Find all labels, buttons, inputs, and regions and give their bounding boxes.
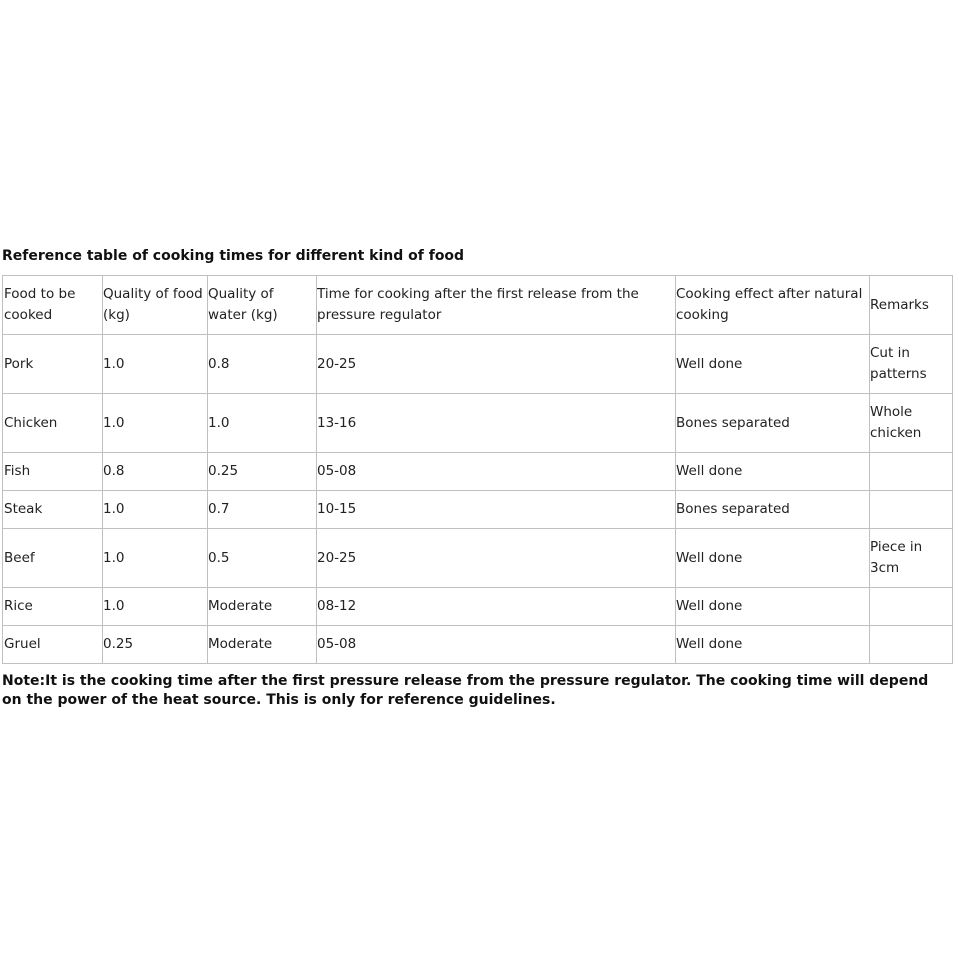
remarks-cell: [870, 453, 953, 491]
water-quantity-cell: Moderate: [208, 588, 317, 626]
cooking-time-cell: 08-12: [317, 588, 676, 626]
table-row: [3, 453, 953, 491]
remarks-cell: Whole chicken: [870, 394, 953, 453]
cooking-time-cell: 13-16: [317, 394, 676, 453]
water-quantity-cell: 0.5: [208, 529, 317, 588]
cooking-time-cell: 05-08: [317, 626, 676, 664]
cooking-effect-cell: Well done: [676, 453, 870, 491]
food-cell: Fish: [3, 453, 103, 491]
water-quantity-cell: 1.0: [208, 394, 317, 453]
cooking-effect-cell: Well done: [676, 335, 870, 394]
food-cell: Rice: [3, 588, 103, 626]
food-quantity-cell: 1.0: [103, 491, 208, 529]
cooking-effect-cell: Well done: [676, 529, 870, 588]
document: [2, 247, 952, 710]
cooking-effect-cell: Well done: [676, 588, 870, 626]
water-quantity-cell: 0.25: [208, 453, 317, 491]
cooking-time-cell: 10-15: [317, 491, 676, 529]
food-quantity-cell: 1.0: [103, 588, 208, 626]
food-cell: Steak: [3, 491, 103, 529]
table-row: [3, 588, 953, 626]
cooking-times-table: [2, 275, 953, 664]
food-cell: Beef: [3, 529, 103, 588]
food-quantity-cell: 1.0: [103, 529, 208, 588]
cooking-time-cell: 20-25: [317, 529, 676, 588]
cooking-effect-cell: Bones separated: [676, 491, 870, 529]
remarks-cell: [870, 588, 953, 626]
cooking-effect-cell: Bones separated: [676, 394, 870, 453]
table-row: [3, 335, 953, 394]
food-quantity-cell: 1.0: [103, 335, 208, 394]
table-row: [3, 626, 953, 664]
food-quantity-cell: 1.0: [103, 394, 208, 453]
table-row: [3, 529, 953, 588]
table-caption: Reference table of cooking times for different kind of food: [2, 248, 465, 264]
food-cell: Chicken: [3, 394, 103, 453]
header-cell: Food to be cooked: [3, 276, 103, 335]
water-quantity-cell: 0.8: [208, 335, 317, 394]
table-header-row: [3, 276, 953, 335]
remarks-cell: Cut in patterns: [870, 335, 953, 394]
cooking-effect-cell: Well done: [676, 626, 870, 664]
water-quantity-cell: 0.7: [208, 491, 317, 529]
table-row: [3, 491, 953, 529]
cooking-time-cell: 05-08: [317, 453, 676, 491]
food-quantity-cell: 0.25: [103, 626, 208, 664]
food-cell: Pork: [3, 335, 103, 394]
remarks-cell: Piece in 3cm: [870, 529, 953, 588]
cooking-time-cell: 20-25: [317, 335, 676, 394]
remarks-cell: [870, 626, 953, 664]
food-cell: Gruel: [3, 626, 103, 664]
header-cell: Cooking effect after natural cooking: [676, 276, 870, 335]
table-row: [3, 394, 953, 453]
food-quantity-cell: 0.8: [103, 453, 208, 491]
header-cell: Remarks: [870, 276, 953, 335]
header-cell: Time for cooking after the first release from the pressure regulator: [317, 276, 676, 335]
remarks-cell: [870, 491, 953, 529]
water-quantity-cell: Moderate: [208, 626, 317, 664]
header-cell: Quality of food (kg): [103, 276, 208, 335]
footnote: Note:It is the cooking time after the first pressure release from the pressure regulator. The cooking time will depend on the power of the heat source. This is only for reference guidelines.: [2, 673, 929, 708]
header-cell: Quality of water (kg): [208, 276, 317, 335]
